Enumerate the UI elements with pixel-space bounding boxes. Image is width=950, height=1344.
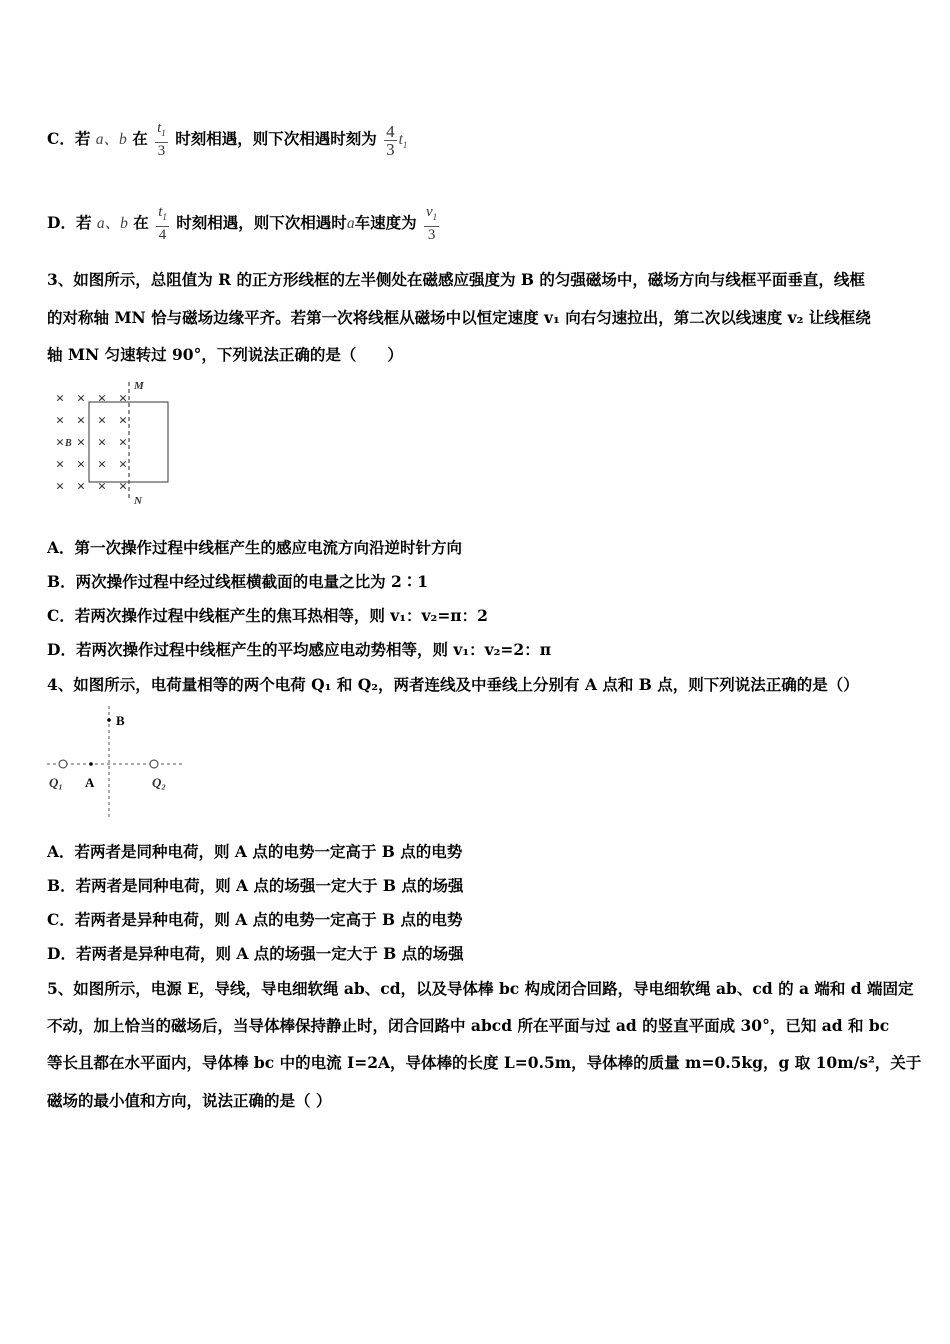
svg-text:×: × [97, 457, 107, 473]
svg-text:×: × [76, 435, 86, 451]
svg-text:×: × [76, 391, 86, 407]
q5-stem-line-2: 不动，加上恰当的磁场后，当导体棒保持静止时，闭合回路中 abcd 所在平面与过 ad 的竖直平面成 30°，已知 ad 和 bc [47, 1016, 890, 1035]
q3-option-b: B．两次操作过程中经过线框横截面的电量之比为 2∶1 [47, 572, 429, 591]
svg-text:B: B [65, 438, 72, 449]
point-b-dot [107, 718, 111, 722]
svg-text:×: × [97, 391, 107, 407]
svg-text:×: × [55, 479, 65, 495]
q5-stem-line-3: 等长且都在水平面内，导体棒 bc 中的电流 I=2A，导体棒的长度 L=0.5m，导体棒的质量 m=0.5kg，g 取 10m/s²，关于 [47, 1053, 922, 1072]
q3-option-c: C．若两次操作过程中线框产生的焦耳热相等，则 v₁：v₂=π：2 [47, 606, 488, 625]
svg-text:×: × [97, 479, 107, 495]
svg-text:A: A [85, 775, 95, 790]
fraction-v1-over-3: $\frac{v_1}{3}$ [425, 204, 438, 243]
svg-text:×: × [118, 435, 128, 451]
svg-text:×: × [55, 413, 65, 429]
fraction-t1-over-4: $\frac{t_1}{4}$ [158, 204, 167, 243]
svg-text:×: × [97, 413, 107, 429]
q4-option-b: B．若两者是同种电荷，则 A 点的场强一定大于 B 点的场强 [47, 876, 464, 895]
q4-option-c: C．若两者是异种电荷，则 A 点的电势一定高于 B 点的电势 [47, 910, 463, 929]
q3-option-a: A．第一次操作过程中线框产生的感应电流方向沿逆时针方向 [47, 538, 463, 557]
option-label: D． [47, 213, 76, 232]
svg-text:×: × [118, 391, 128, 407]
svg-text:×: × [55, 391, 65, 407]
svg-text:×: × [97, 435, 107, 451]
q3-figure-magnetic-field [45, 378, 185, 508]
q5-stem-line-1: 5、如图所示，电源 E，导线，导电细软绳 ab、cd，以及导体棒 bc 构成闭合回路，导电细软绳 ab、cd 的 a 端和 d 端固定 [47, 979, 914, 998]
q4-figure-charges [45, 704, 195, 824]
q4-option-d: D．若两者是异种电荷，则 A 点的场强一定大于 B 点的场强 [47, 944, 464, 963]
fraction-4-over-3: $\frac{4}{3}$ [386, 121, 395, 159]
svg-text:×: × [118, 413, 128, 429]
svg-text:×: × [118, 479, 128, 495]
option-c: C．若 a、b 在 $\frac{t_1}{3}$ 时刻相遇，则下次相遇时刻为 $\frac{4}{3}$ $t_1$ [47, 120, 408, 159]
option-label: C． [47, 129, 75, 148]
svg-text:×: × [55, 457, 65, 473]
q3-stem-line-2: 的对称轴 MN 恰与磁场边缘平齐。若第一次将线框从磁场中以恒定速度 v₁ 向右匀速拉出，第二次以线速度 v₂ 让线框绕 [47, 308, 871, 327]
q3-option-d: D．若两次操作过程中线框产生的平均感应电动势相等，则 v₁：v₂=2：π [47, 640, 552, 659]
fraction-t1-over-3: $\frac{t_1}{3}$ [157, 120, 166, 159]
svg-text:×: × [55, 435, 65, 451]
svg-text:B: B [116, 713, 125, 728]
q5-stem-line-4: 磁场的最小值和方向，说法正确的是（ ） [47, 1091, 332, 1110]
svg-text:×: × [76, 413, 86, 429]
svg-text:×: × [76, 457, 86, 473]
svg-text:Q₂: Q₂ [152, 775, 166, 790]
q3-stem-line-3: 轴 MN 匀速转过 90°，下列说法正确的是（ ） [47, 345, 403, 364]
option-d: D．若 a、b 在 $\frac{t_1}{4}$ 时刻相遇，则下次相遇时a车速度为 $\frac{v_1}{3}$ [47, 204, 438, 243]
charge-q1 [59, 760, 67, 768]
svg-text:Q₁: Q₁ [49, 775, 63, 790]
point-a-dot [89, 762, 93, 766]
charge-q2 [150, 760, 158, 768]
q3-stem-line-1: 3、如图所示，总阻值为 R 的正方形线框的左半侧处在磁感应强度为 B 的匀强磁场中，磁场方向与线框平面垂直，线框 [47, 270, 865, 289]
q4-option-a: A．若两者是同种电荷，则 A 点的电势一定高于 B 点的电势 [47, 842, 463, 861]
svg-text:×: × [76, 479, 86, 495]
svg-text:N: N [134, 495, 142, 507]
svg-text:M: M [134, 380, 144, 392]
svg-text:×: × [118, 457, 128, 473]
q4-stem: 4、如图所示，电荷量相等的两个电荷 Q₁ 和 Q₂，两者连线及中垂线上分别有 A 点和 B 点，则下列说法正确的是（） [47, 675, 859, 694]
